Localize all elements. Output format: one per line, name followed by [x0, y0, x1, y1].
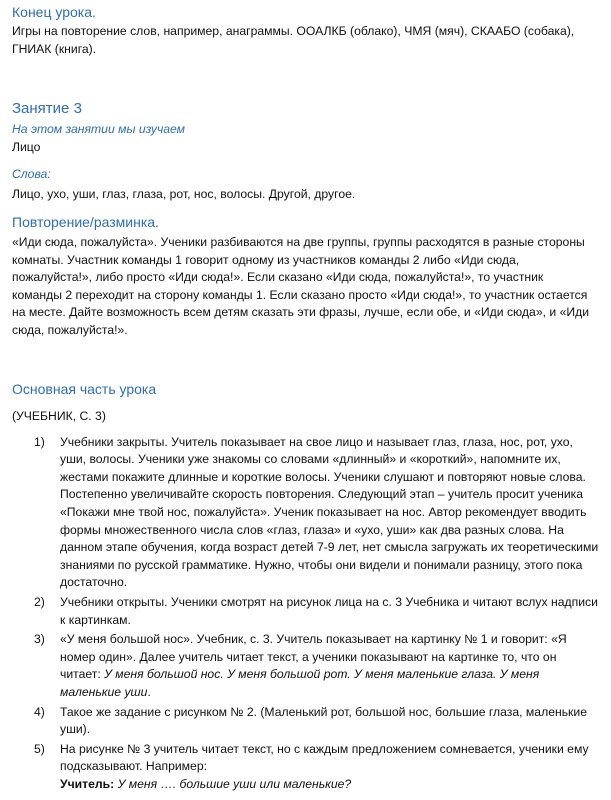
- item-number: 1): [34, 434, 45, 449]
- lesson-topic: Лицо: [12, 140, 41, 154]
- list-item: [12, 631, 600, 701]
- item-text: Такое же задание с рисунком № 2. (Маленький рот, большой нос, большие глаза, маленькие уши).: [60, 704, 587, 737]
- lesson3-section: [12, 99, 600, 203]
- item-number: 2): [34, 594, 45, 609]
- steps-list: [12, 434, 600, 794]
- item-number: 5): [34, 741, 45, 756]
- item-number: 3): [34, 632, 45, 647]
- list-item: [12, 594, 600, 629]
- main-section: [12, 380, 600, 793]
- item-text: «У меня большой нос». Учебник, с. 3. Учитель показывает на картинку № 1 и говорит: «Я номер один». Далее учитель читает текст, а ученики показывают на картинке то, что он читает:: [60, 632, 567, 682]
- item-tail: .: [147, 684, 151, 699]
- words-label: Слова:: [12, 166, 51, 181]
- list-item: [12, 704, 600, 739]
- item-italic-text: У меня большой нос. У меня большой рот. У меня маленькие глаза. У меня маленькие уши: [60, 667, 540, 699]
- lesson-end-section: [12, 3, 600, 58]
- dialogue-line: [60, 776, 600, 794]
- list-item: [12, 434, 600, 592]
- textbook-ref: (УЧЕБНИК, С. 3): [12, 409, 106, 423]
- speaker-label: Учитель:: [60, 776, 115, 791]
- warmup-text: «Иди сюда, пожалуйста». Ученики разбиваются на две группы, группы расходятся в разные стороны комнаты. Участник команды 1 говорит одному из участников команды 2 либо «Иди сюда, пожалуйста!», либо просто «Иди сюда!». Если сказано «Иди сюда, пожалуйста!», то участник команды 2 переходит на сторону команды 1. Если сказано просто «Иди сюда!», то участник остается на месте. Дайте возможность всем детям сказать эти фразы, лучше, если обе, и «Иди сюда», и «Иди сюда, пожалуйста!».: [12, 235, 590, 337]
- main-heading: Основная часть урока: [12, 381, 157, 397]
- item-text: Учебники открыты. Ученики смотрят на рисунок лица на с. 3 Учебника и читают вслух надписи к картинкам.: [60, 594, 598, 627]
- warmup-heading: Повторение/разминка.: [12, 214, 159, 230]
- lesson-end-text: Игры на повторение слов, например, анаграммы. ООАЛКБ (облако), ЧМЯ (мяч), СКААБО (собака), ГНИАК (книга).: [12, 24, 575, 56]
- item-text: Учебники закрыты. Учитель показывает на свое лицо и называет глаз, глаза, нос, рот, ухо, уши, волосы. Ученики уже знакомы со словами «длинный» и «короткий», напомните их, жестами покажите длинные и короткие волосы. Ученики слушают и повторяют новые слова. Постепенно увеличивайте скорость повторения. Следующий этап – учитель просит ученика «Покажи мне твой нос, пожалуйста». Ученик показывает на нос. Автор рекомендует вводить формы множественного числа слов «глаз, глаза» и «ухо, уши» как два разных слова. На данном этапе обучения, когда возраст детей 7-9 лет, нет смысла загружать их теоретическими знаниями по русской грамматике. Нужно, чтобы они видели и понимали разницу, этого пока достаточно.: [60, 434, 599, 590]
- lesson3-title: Занятие 3: [12, 100, 82, 117]
- lesson-end-heading: Конец урока.: [12, 4, 96, 20]
- item-number: 4): [34, 704, 45, 719]
- words-list: Лицо, ухо, уши, глаз, глаза, рот, нос, волосы. Другой, другое.: [12, 186, 356, 201]
- item-text: На рисунке № 3 учитель читает текст, но с каждым предложением сомневается, ученики ему подсказывают. Например:: [60, 741, 589, 774]
- dialogue-text: У меня …. большие уши или маленькие?: [117, 776, 352, 791]
- study-label: На этом занятии мы изучаем: [12, 122, 186, 136]
- list-item: [12, 741, 600, 794]
- warmup-section: [12, 213, 596, 340]
